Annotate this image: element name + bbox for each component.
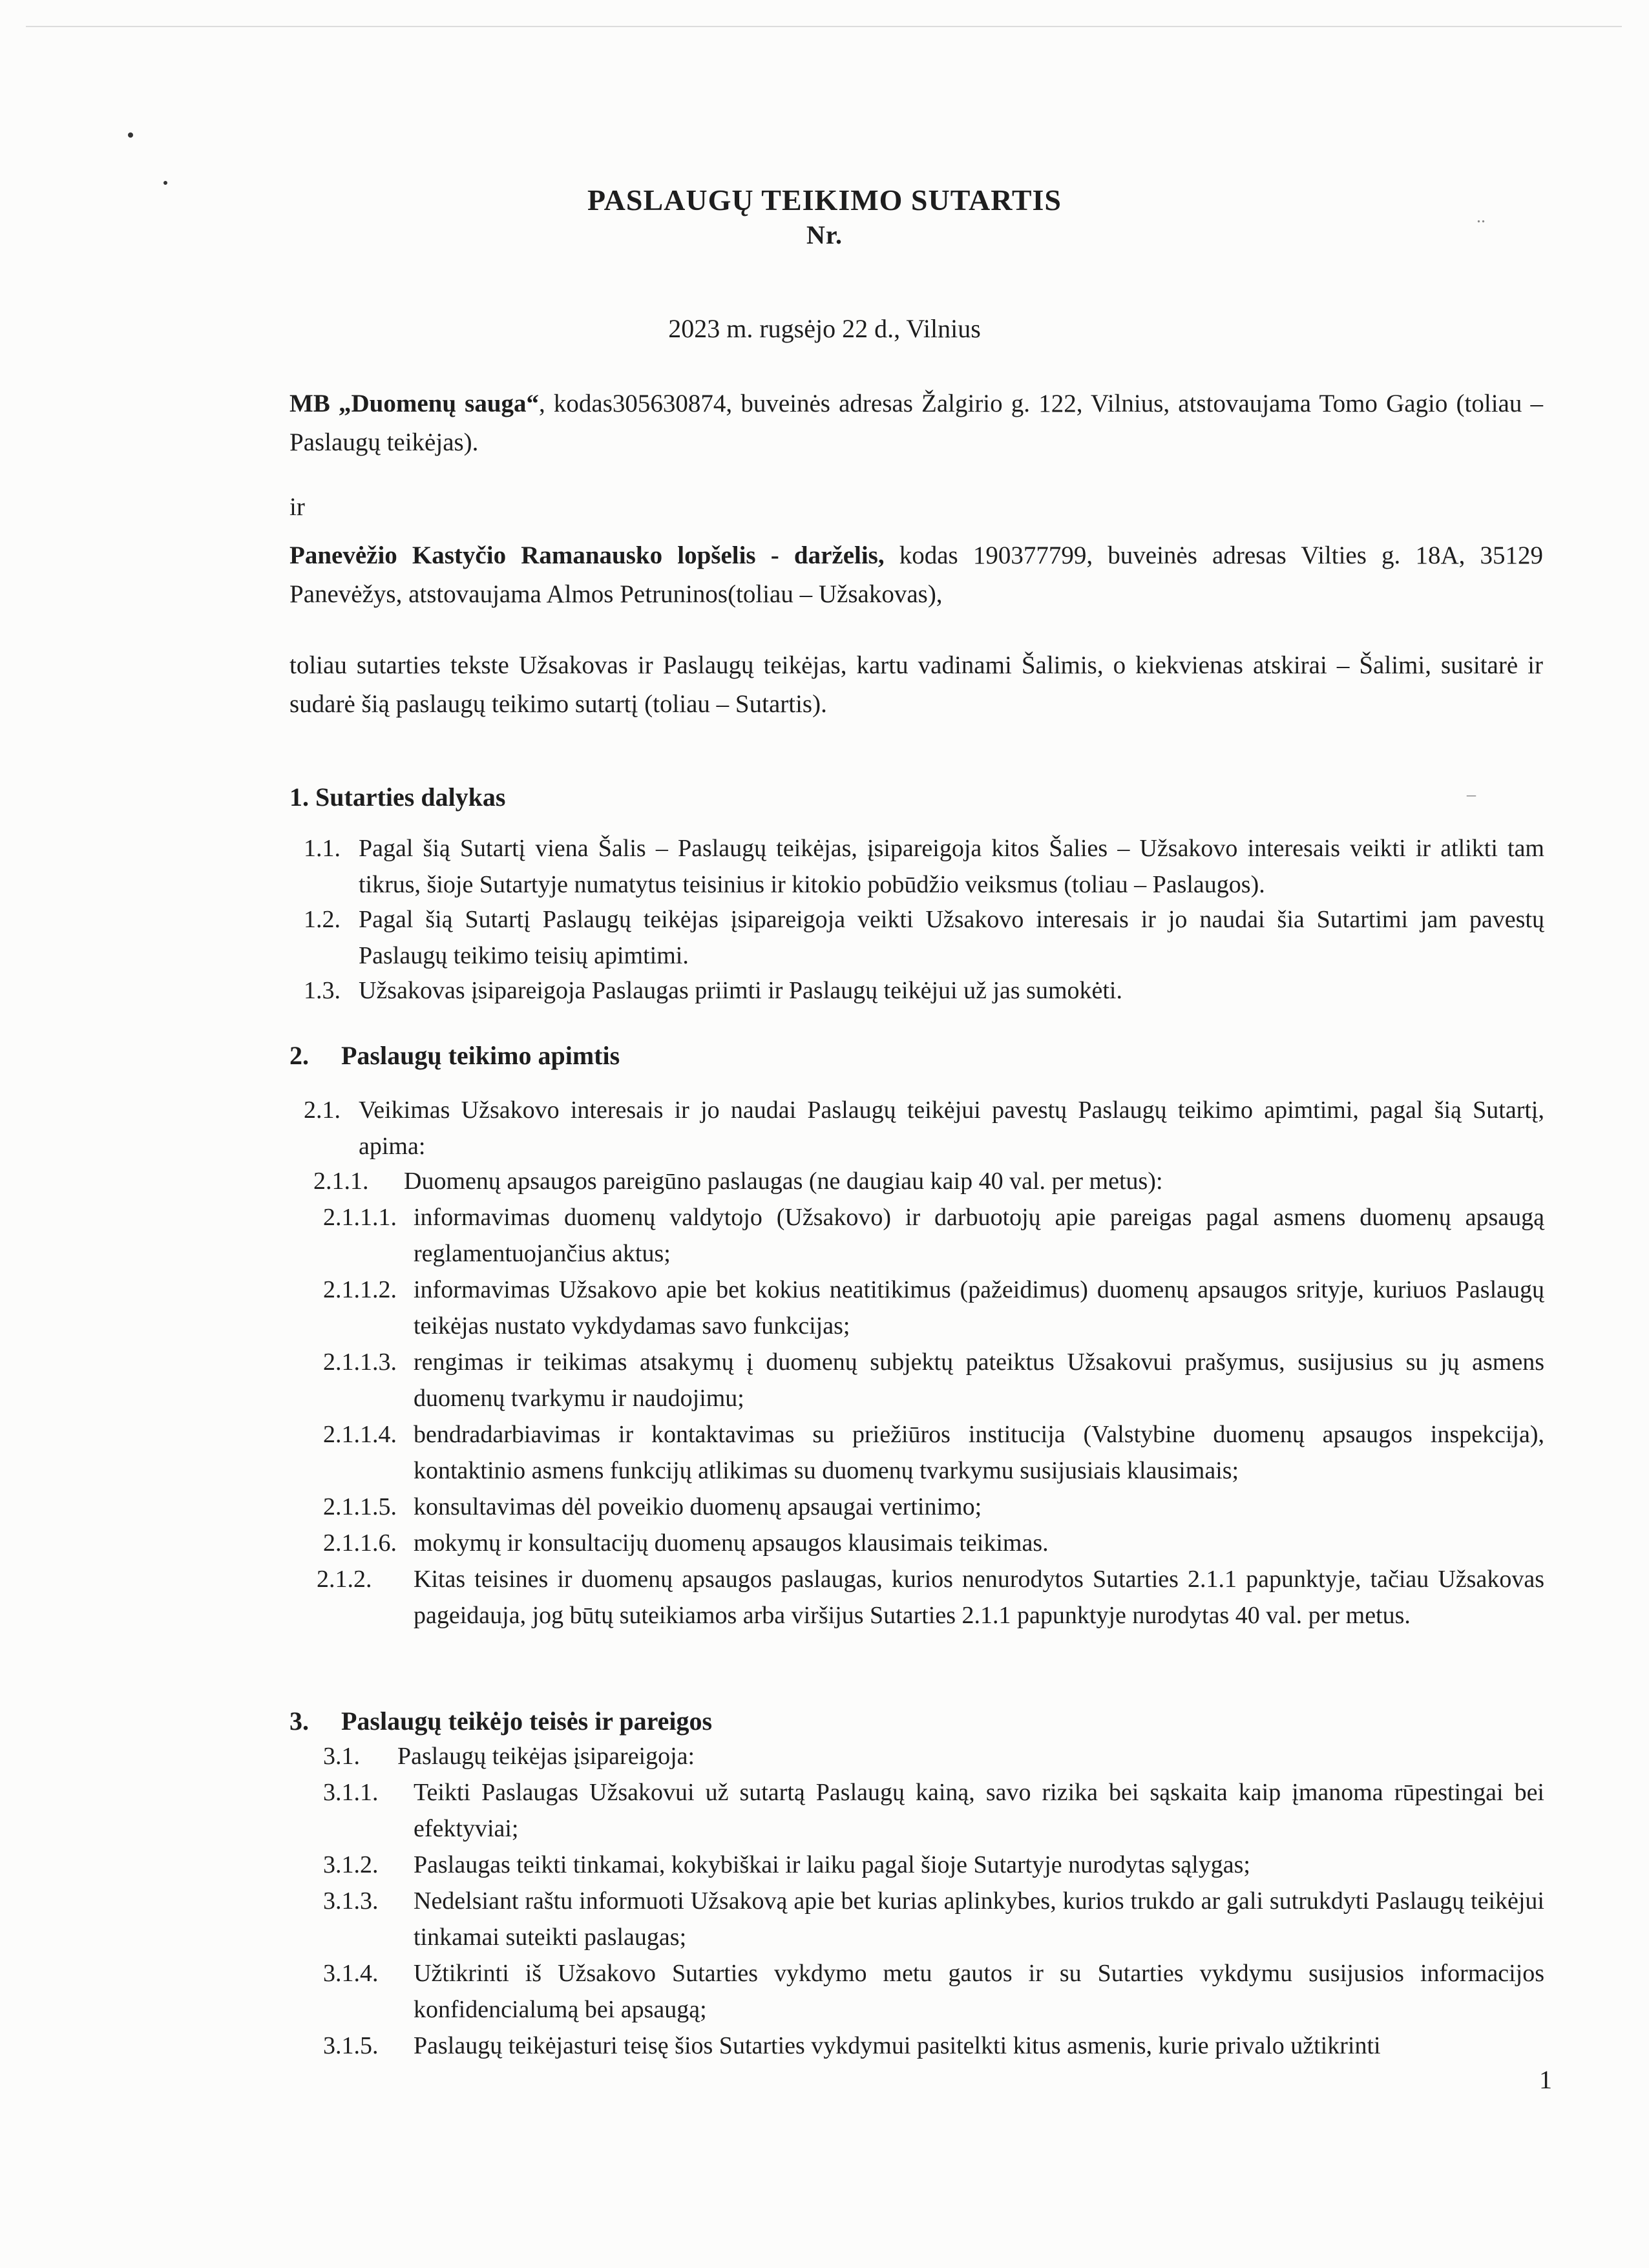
document-date-place: 2023 m. rugsėjo 22 d., Vilnius	[668, 314, 981, 343]
clause-2-1-1-3	[323, 1344, 1544, 1416]
clause-number: 3.1.4.	[323, 1960, 379, 1987]
clause-1-1	[304, 830, 1544, 903]
party-provider	[289, 384, 1543, 462]
clause-number: 3.1.1.	[323, 1779, 379, 1806]
section-number: 3.	[289, 1706, 309, 1736]
section-title: Paslaugų teikėjo teisės ir pareigos	[341, 1706, 713, 1736]
clause-text: rengimas ir teikimas atsakymų į duomenų subjektų pateiktus Užsakovui prašymus, susijusius su jų asmens duomenų tvarkymu ir naudojimu;	[414, 1349, 1544, 1412]
section-title: Paslaugų teikimo apimtis	[341, 1041, 620, 1070]
clause-number: 2.1.1.1.	[323, 1204, 397, 1231]
intro-paragraph: toliau sutarties tekste Užsakovas ir Paslaugų teikėjas, kartu vadinami Šalimis, o kiekvienas atskirai – Šalimi, susitarė ir sudarė šią paslaugų teikimo sutartį (toliau – Sutartis).	[289, 651, 1543, 718]
connector-text: ir	[289, 493, 305, 521]
clause-number: 1.3.	[304, 977, 341, 1004]
clause-2-1-1-4	[323, 1416, 1544, 1489]
scan-speck	[128, 132, 133, 138]
section-2-heading	[289, 1040, 620, 1071]
clause-text: Veikimas Užsakovo interesais ir jo naudai Paslaugų teikėjui pavestų Paslaugų teikimo apimtimi, pagal šią Sutartį, apima:	[359, 1097, 1544, 1160]
section-1-heading: 1. Sutarties dalykas	[289, 782, 506, 812]
clause-2-1-1-1	[323, 1199, 1544, 1272]
clause-text: Paslaugų teikėjas įsipareigoja:	[397, 1743, 695, 1770]
clause-text: mokymų ir konsultacijų duomenų apsaugos klausimais teikimas.	[414, 1529, 1049, 1557]
clause-2-1	[304, 1092, 1544, 1164]
document-number-label: Nr.	[806, 220, 843, 249]
clause-number: 2.1.1.4.	[323, 1421, 397, 1448]
clause-number: 2.1.1.6.	[323, 1529, 397, 1557]
client-name: Panevėžio Kastyčio Ramanausko lopšelis - darželis,	[289, 541, 885, 569]
clause-text: Kitas teisines ir duomenų apsaugos paslaugas, kurios nenurodytos Sutarties 2.1.1 papunktyje, tačiau Užsakovas pageidauja, jog būtų suteikiamos arba viršijus Sutarties 2.1.1 papunktyje nurodytas 40 val. per metus.	[414, 1566, 1544, 1629]
clause-1-3	[304, 972, 1544, 1009]
clause-number: 3.1.3.	[323, 1887, 379, 1915]
section-3-heading	[289, 1706, 712, 1736]
scan-mark: _	[1467, 779, 1476, 799]
party-client	[289, 536, 1543, 614]
clause-3-1-4	[323, 1955, 1544, 2028]
provider-name: MB „Duomenų sauga“	[289, 390, 540, 417]
clause-number: 2.1.2.	[317, 1566, 372, 1593]
clause-3-1-5	[323, 2028, 1544, 2064]
clause-number: 1.1.	[304, 835, 341, 862]
page-number: 1	[1539, 2065, 1552, 2094]
clause-text: bendradarbiavimas ir kontaktavimas su priežiūros institucija (Valstybine duomenų apsaugos inspekcija), kontaktinio asmens funkcijų atlikimas su duomenų tvarkymu susijusiais klausimais;	[414, 1421, 1544, 1484]
clause-number: 3.1.5.	[323, 2032, 379, 2059]
clause-1-2	[304, 901, 1544, 974]
clause-text: Duomenų apsaugos pareigūno paslaugas (ne daugiau kaip 40 val. per metus):	[404, 1168, 1163, 1195]
section-number: 2.	[289, 1041, 309, 1070]
clause-2-1-1-6	[323, 1525, 1544, 1561]
clause-text: Pagal šią Sutartį viena Šalis – Paslaugų teikėjas, įsipareigoja kitos Šalies – Užsakovo interesais veikti ir atlikti tam tikrus, šioje Sutartyje numatytus teisinius ir kitokio pobūdžio veiksmus (toliau – Paslaugos).	[359, 835, 1544, 898]
clause-text: Užsakovas įsipareigoja Paslaugas priimti ir Paslaugų teikėjui už jas sumokėti.	[359, 977, 1122, 1004]
clause-2-1-1	[313, 1163, 1544, 1199]
clause-number: 2.1.1.5.	[323, 1493, 397, 1520]
clause-number: 2.1.1.	[313, 1168, 369, 1195]
document-title: PASLAUGŲ TEIKIMO SUTARTIS	[587, 184, 1062, 216]
clause-text: Pagal šią Sutartį Paslaugų teikėjas įsipareigoja veikti Užsakovo interesais ir jo naudai šia Sutartimi jam pavestų Paslaugų teikimo teisių apimtimi.	[359, 906, 1544, 969]
clause-text: Teikti Paslaugas Užsakovui už sutartą Paslaugų kainą, savo rizika bei sąskaita kaip įmanoma rūpestingai bei efektyviai;	[414, 1779, 1544, 1842]
clause-number: 3.1.2.	[323, 1851, 379, 1878]
clause-text: Paslaugas teikti tinkamai, kokybiškai ir laiku pagal šioje Sutartyje nurodytas sąlygas;	[414, 1851, 1250, 1878]
clause-number: 2.1.1.3.	[323, 1349, 397, 1376]
scan-edge-line	[26, 26, 1622, 27]
clause-text: konsultavimas dėl poveikio duomenų apsaugai vertinimo;	[414, 1493, 982, 1520]
clause-number: 2.1.	[304, 1097, 341, 1124]
clause-text: informavimas Užsakovo apie bet kokius neatitikimus (pažeidimus) duomenų apsaugos srityje, kuriuos Paslaugų teikėjas nustato vykdydamas savo funkcijas;	[414, 1276, 1544, 1339]
clause-number: 1.2.	[304, 906, 341, 933]
clause-3-1-2	[323, 1847, 1544, 1883]
scan-mark: ..	[1476, 207, 1486, 227]
clause-3-1-1	[323, 1774, 1544, 1847]
clause-2-1-2	[317, 1561, 1544, 1633]
clause-number: 2.1.1.2.	[323, 1276, 397, 1303]
client-details: kodas 190377799, buveinės adresas Vilties g. 18A, 35129 Panevėžys, atstovaujama Almos Petruninos(toliau – Užsakovas),	[289, 541, 1543, 608]
clause-text: Paslaugų teikėjasturi teisę šios Sutarties vykdymui pasitelkti kitus asmenis, kurie privalo užtikrinti	[414, 2032, 1381, 2059]
clause-text: Nedelsiant raštu informuoti Užsakovą apie bet kurias aplinkybes, kurios trukdo ar gali sutrukdyti Paslaugų teikėjui tinkamai suteikti paslaugas;	[414, 1887, 1544, 1951]
provider-details: , kodas305630874, buveinės adresas Žalgirio g. 122, Vilnius, atstovaujama Tomo Gagio (toliau – Paslaugų teikėjas).	[289, 390, 1543, 456]
clause-3-1	[323, 1738, 1544, 1774]
clause-text: Užtikrinti iš Užsakovo Sutarties vykdymo metu gautos ir su Sutarties vykdymu susijusios informacijos konfidencialumą bei apsaugą;	[414, 1960, 1544, 2023]
clause-2-1-1-5	[323, 1489, 1544, 1525]
clause-2-1-1-2	[323, 1272, 1544, 1344]
clause-text: informavimas duomenų valdytojo (Užsakovo) ir darbuotojų apie pareigas pagal asmens duomenų apsaugą reglamentuojančius aktus;	[414, 1204, 1544, 1267]
clause-3-1-3	[323, 1883, 1544, 1955]
clause-number: 3.1.	[323, 1743, 360, 1770]
